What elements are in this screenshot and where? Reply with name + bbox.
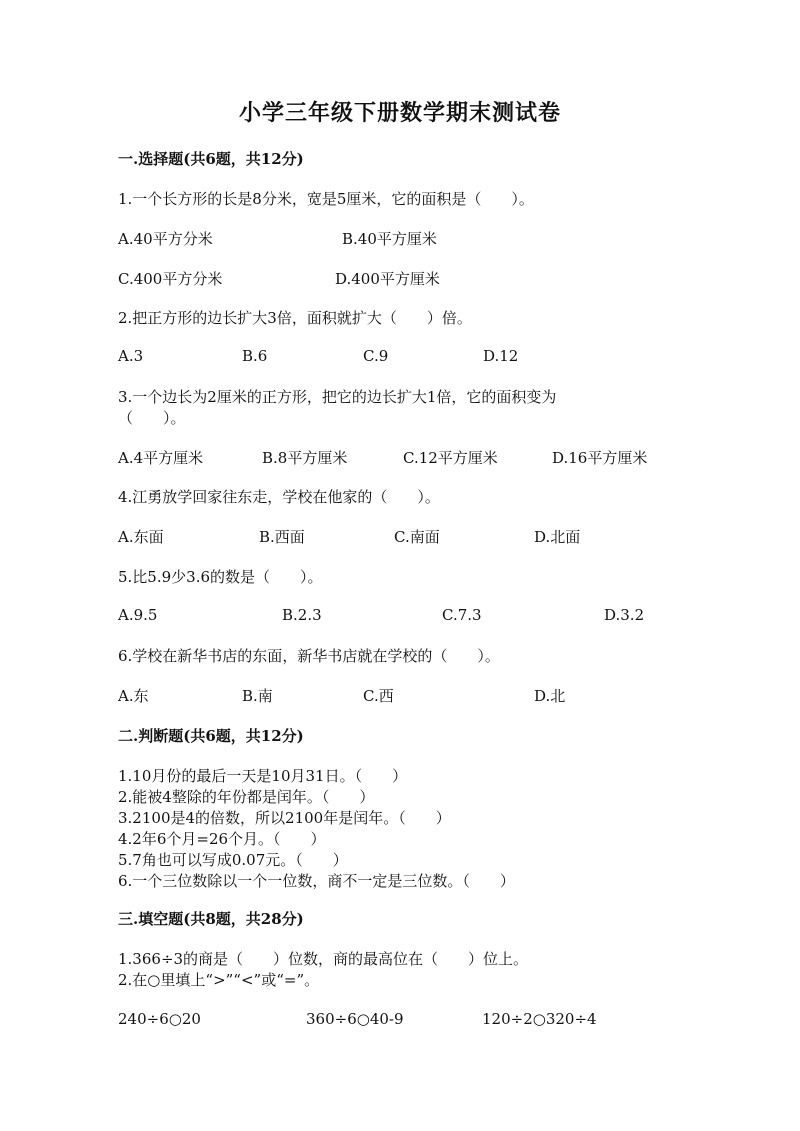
option: A.9.5	[118, 606, 158, 624]
judgement-item: 2.能被4整除的年份都是闰年。（ ）	[118, 788, 375, 806]
section-heading: 一.选择题(共6题，共12分)	[118, 150, 304, 168]
section-heading: 三.填空题(共8题，共28分)	[118, 910, 304, 928]
question-stem: 4.江勇放学回家往东走，学校在他家的（ ）。	[118, 488, 440, 506]
option: B.6	[242, 347, 268, 365]
judgement-item: 5.7角也可以写成0.07元。（ ）	[118, 851, 348, 869]
option: B.40平方厘米	[342, 230, 437, 248]
option: C.12平方厘米	[403, 449, 498, 467]
question-stem-continued: （ ）。	[118, 409, 186, 427]
section-heading: 二.判断题(共6题，共12分)	[118, 727, 304, 745]
option: C.9	[363, 347, 389, 365]
option: B.8平方厘米	[262, 449, 348, 467]
option: A.4平方厘米	[118, 449, 204, 467]
option: A.东面	[118, 528, 164, 546]
option: B.西面	[259, 528, 305, 546]
question-stem: 1.一个长方形的长是8分米，宽是5厘米，它的面积是（ ）。	[118, 190, 534, 208]
option: D.400平方厘米	[335, 270, 440, 288]
page-title: 小学三年级下册数学期末测试卷	[238, 100, 561, 126]
fill-item: 2.在○里填上“>”“<”或“=”。	[118, 971, 320, 989]
question-stem: 5.比5.9少3.6的数是（ ）。	[118, 568, 323, 586]
option: C.7.3	[442, 606, 482, 624]
option: D.北面	[534, 528, 581, 546]
option: A.3	[118, 347, 144, 365]
option: D.12	[483, 347, 519, 365]
option: A.东	[118, 687, 149, 705]
option: C.400平方分米	[118, 270, 223, 288]
option: D.北	[534, 687, 566, 705]
judgement-item: 1.10月份的最后一天是10月31日。（ ）	[118, 767, 408, 785]
question-stem: 2.把正方形的边长扩大3倍，面积就扩大（ ）倍。	[118, 309, 472, 327]
question-stem: 6.学校在新华书店的东面，新华书店就在学校的（ ）。	[118, 647, 500, 665]
judgement-item: 3.2100是4的倍数，所以2100年是闰年。（ ）	[118, 809, 451, 827]
option: B.南	[242, 687, 273, 705]
comparison-expression: 120÷2○320÷4	[482, 1010, 597, 1028]
option: C.南面	[394, 528, 440, 546]
comparison-expression: 240÷6○20	[118, 1010, 201, 1028]
option: C.西	[363, 687, 394, 705]
comparison-expression: 360÷6○40-9	[306, 1010, 404, 1028]
judgement-item: 4.2年6个月=26个月。（ ）	[118, 830, 326, 848]
option: A.40平方分米	[118, 230, 213, 248]
option: B.2.3	[282, 606, 322, 624]
question-stem: 3.一个边长为2厘米的正方形，把它的边长扩大1倍，它的面积变为	[118, 388, 557, 406]
option: D.3.2	[604, 606, 645, 624]
fill-item: 1.366÷3的商是（ ）位数，商的最高位在（ ）位上。	[118, 950, 529, 968]
judgement-item: 6.一个三位数除以一个一位数，商不一定是三位数。（ ）	[118, 872, 515, 890]
option: D.16平方厘米	[552, 449, 648, 467]
